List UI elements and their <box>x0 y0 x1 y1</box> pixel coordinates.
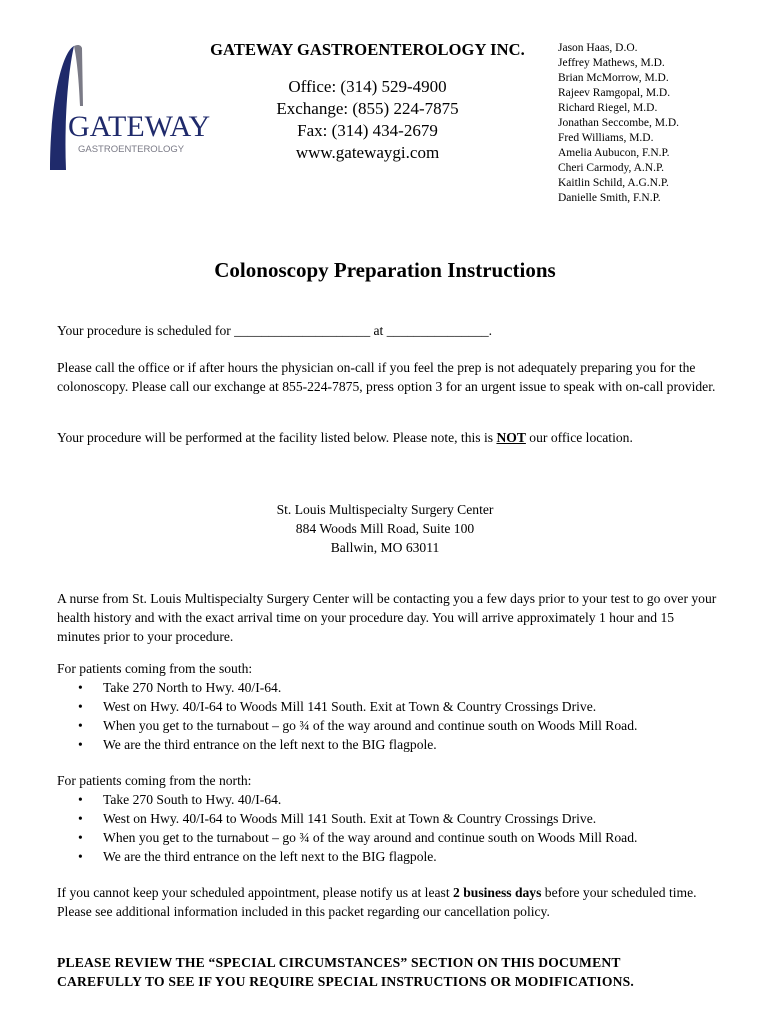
provider-name: Jonathan Seccombe, M.D. <box>558 117 680 129</box>
provider-name: Kaitlin Schild, A.G.N.P. <box>558 177 669 189</box>
logo-word: GATEWAY <box>68 110 211 143</box>
directions-south <box>57 659 717 754</box>
list-item: • When you get to the turnabout – go ¾ of the way around and continue south on Woods Mill Road. <box>78 830 638 845</box>
cancellation-text: If you cannot keep your scheduled appointment, please notify us at least <box>57 885 453 900</box>
facility-note-text: Your procedure will be performed at the facility listed below. Please note, this is <box>57 430 497 445</box>
logo-subtitle: GASTROENTEROLOGY <box>78 144 185 155</box>
provider-list <box>558 41 679 206</box>
office-phone: Office: (314) 529-4900 <box>288 77 447 96</box>
cancellation-emphasis: 2 business days <box>453 885 542 900</box>
facility-note-emphasis: NOT <box>496 430 526 445</box>
fax-number: Fax: (314) 434-2679 <box>297 121 438 140</box>
provider-name: Fred Williams, M.D. <box>558 132 654 144</box>
provider-name: Richard Riegel, M.D. <box>558 102 658 114</box>
bullet-icon: • <box>78 849 83 864</box>
directions-list <box>57 678 717 754</box>
directions-heading: For patients coming from the south: <box>57 661 253 676</box>
list-item: • We are the third entrance on the left next to the BIG flagpole. <box>78 737 437 752</box>
facility-street: 884 Woods Mill Road, Suite 100 <box>295 521 475 536</box>
company-header <box>190 40 545 164</box>
document-title: Colonoscopy Preparation Instructions <box>214 258 556 282</box>
gateway-arch-logo-icon <box>44 42 211 177</box>
special-circumstances-notice <box>57 953 717 991</box>
provider-name: Cheri Carmody, A.N.P. <box>558 162 664 174</box>
bullet-icon: • <box>78 737 83 752</box>
exchange-phone: Exchange: (855) 224-7875 <box>276 99 459 118</box>
schedule-line: Your procedure is scheduled for ____________________ at _______________. <box>57 323 493 338</box>
list-item: • West on Hwy. 40/I-64 to Woods Mill 141 South. Exit at Town & Country Crossings Drive. <box>78 699 597 714</box>
bullet-icon: • <box>78 811 83 826</box>
list-item: • Take 270 North to Hwy. 40/I-64. <box>78 680 282 695</box>
bullet-icon: • <box>78 680 83 695</box>
directions-list <box>57 790 717 866</box>
facility-name: St. Louis Multispecialty Surgery Center <box>276 502 494 517</box>
bullet-icon: • <box>78 792 83 807</box>
bullet-icon: • <box>78 699 83 714</box>
provider-name: Danielle Smith, F.N.P. <box>558 192 661 204</box>
provider-name: Amelia Aubucon, F.N.P. <box>558 147 670 159</box>
provider-name: Jason Haas, D.O. <box>558 42 638 54</box>
website-link[interactable]: www.gatewaygi.com <box>295 143 440 162</box>
call-instructions: Please call the office or if after hours the physician on-call if you feel the prep is not adequately preparing you for the colonoscopy. Please call our exchange at 855-224-7875, press option 3 for an urgent issue to speak with on-call provider. <box>57 360 716 394</box>
facility-city: Ballwin, MO 63011 <box>330 540 440 555</box>
cancellation-paragraph <box>57 883 717 921</box>
list-item: • Take 270 South to Hwy. 40/I-64. <box>78 792 282 807</box>
provider-name: Jeffrey Mathews, M.D. <box>558 57 665 69</box>
list-item: • West on Hwy. 40/I-64 to Woods Mill 141 South. Exit at Town & Country Crossings Drive. <box>78 811 597 826</box>
provider-name: Rajeev Ramgopal, M.D. <box>558 87 671 99</box>
directions-heading: For patients coming from the north: <box>57 773 252 788</box>
facility-address <box>0 500 770 557</box>
notice-line: CAREFULLY TO SEE IF YOU REQUIRE SPECIAL INSTRUCTIONS OR MODIFICATIONS. <box>57 974 634 989</box>
bullet-icon: • <box>78 830 83 845</box>
list-item: • When you get to the turnabout – go ¾ of the way around and continue south on Woods Mill Road. <box>78 718 638 733</box>
provider-name: Brian McMorrow, M.D. <box>558 72 669 84</box>
list-item: • We are the third entrance on the left next to the BIG flagpole. <box>78 849 437 864</box>
cancellation-text: before your scheduled time. Please see additional information included in this packet regarding our cancellation policy. <box>57 885 697 919</box>
directions-north <box>57 771 717 866</box>
nurse-contact-paragraph: A nurse from St. Louis Multispecialty Surgery Center will be contacting you a few days prior to your test to go over your health history and with the exact arrival time on your procedure day. You will arrive approximately 1 hour and 15 minutes prior to your procedure. <box>57 591 717 644</box>
facility-note <box>57 428 717 447</box>
gateway-logo <box>44 42 211 177</box>
facility-note-text: our office location. <box>525 430 633 445</box>
company-name: GATEWAY GASTROENTEROLOGY INC. <box>210 40 525 59</box>
bullet-icon: • <box>78 718 83 733</box>
notice-line: PLEASE REVIEW THE “SPECIAL CIRCUMSTANCES” SECTION ON THIS DOCUMENT <box>57 955 621 970</box>
